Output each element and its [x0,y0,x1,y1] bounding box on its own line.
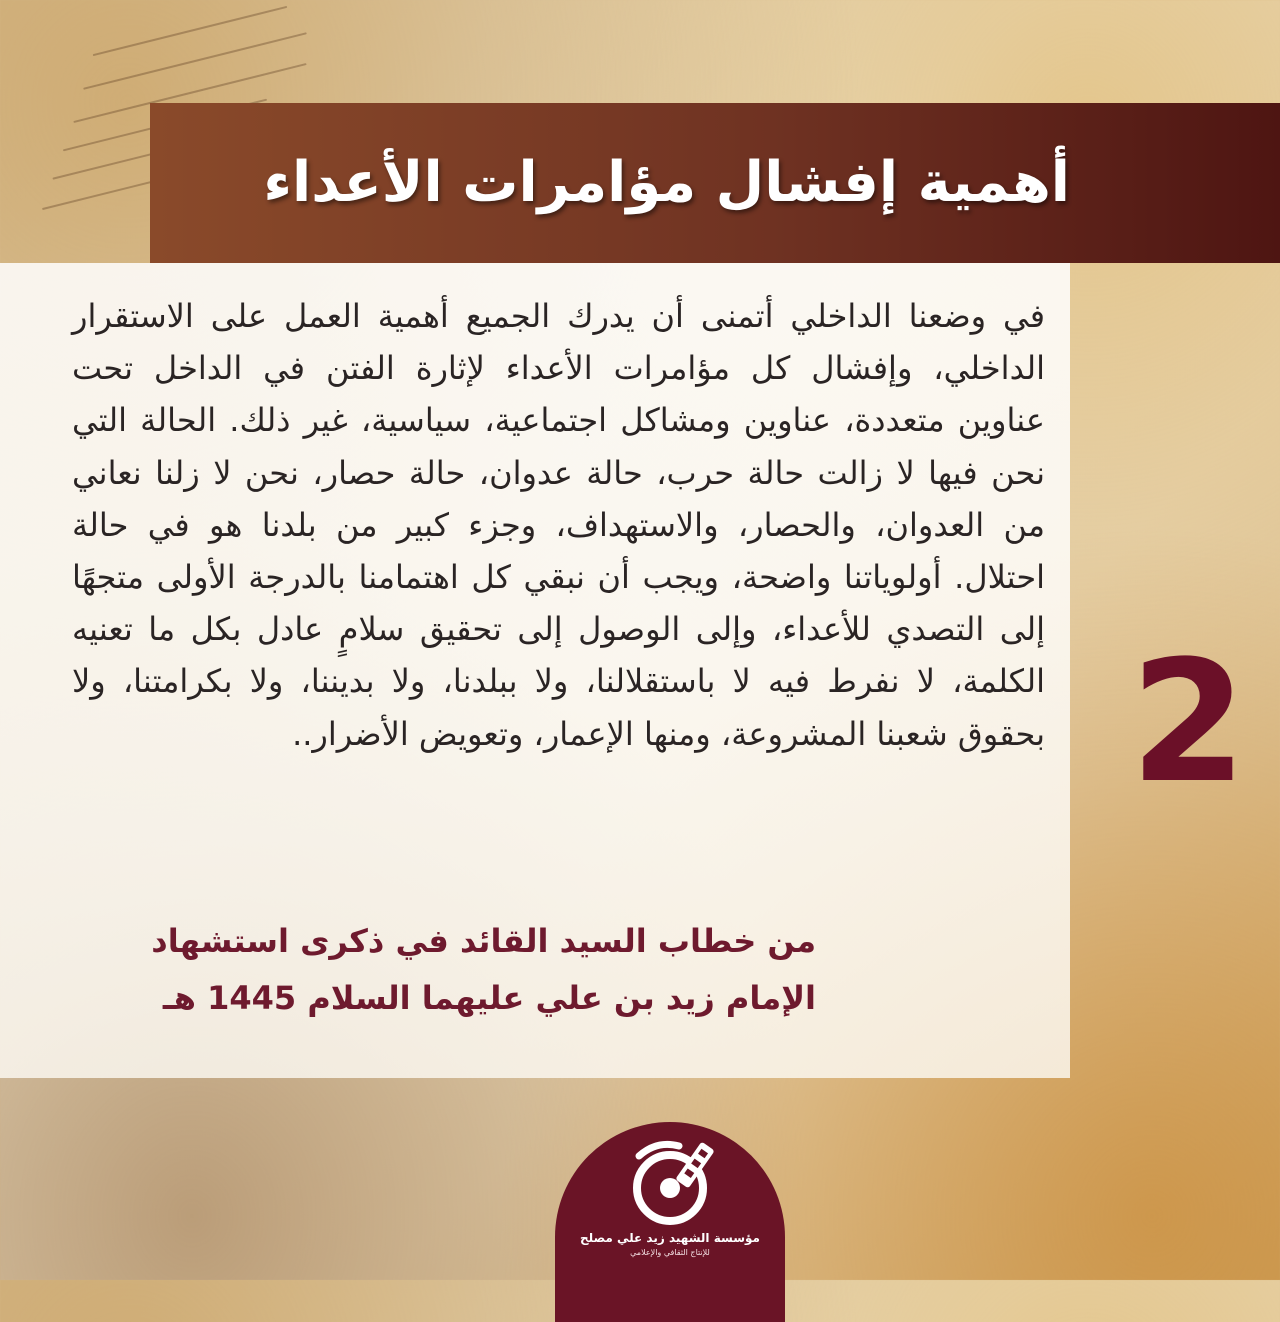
slide-number: 2 [1130,624,1247,820]
logo-badge [555,1122,785,1322]
source-line-1: من خطاب السيد القائد في ذكرى استشهاد [151,922,816,960]
title-banner [150,103,1280,263]
quote-text: في وضعنا الداخلي أتمنى أن يدرك الجميع أهمية العمل على الاستقرار الداخلي، وإفشال كل مؤامرات الأعداء لإثارة الفتن في الداخل تحت عناوين متعددة، عناوين ومشاكل اجتماعية، سياسية، غير ذلك. الحالة التي نحن فيها لا زالت حالة حرب، حالة عدوان، حالة حصار، نحن لا زلنا نعاني من العدوان، والحصار، والاستهداف، وجزء كبير من بلدنا هو في حالة احتلال. أولوياتنا واضحة، ويجب أن نبقي كل اهتمامنا بالدرجة الأولى متجهًا إلى التصدي للأعداء، وإلى الوصول إلى تحقيق سلامٍ عادل بكل ما تعنيه الكلمة، لا نفرط فيه لا باستقلالنا، ولا ببلدنا، ولا بديننا، ولا بكرامتنا، ولا بحقوق شعبنا المشروعة، ومنها الإعمار، وتعويض الأضرار.. [72,297,1045,753]
source-line-2: الإمام زيد بن علي عليهما السلام 1445 هـ [162,979,816,1017]
content-panel [0,263,1070,1078]
organization-subtitle: للإنتاج الثقافي والإعلامي [630,1248,710,1257]
source-citation [80,913,816,1027]
page-title: أهمية إفشال مؤامرات الأعداء [263,150,1070,215]
film-reel-logo-icon [617,1136,723,1232]
organization-name: مؤسسة الشهيد زيد علي مصلح [580,1231,760,1245]
